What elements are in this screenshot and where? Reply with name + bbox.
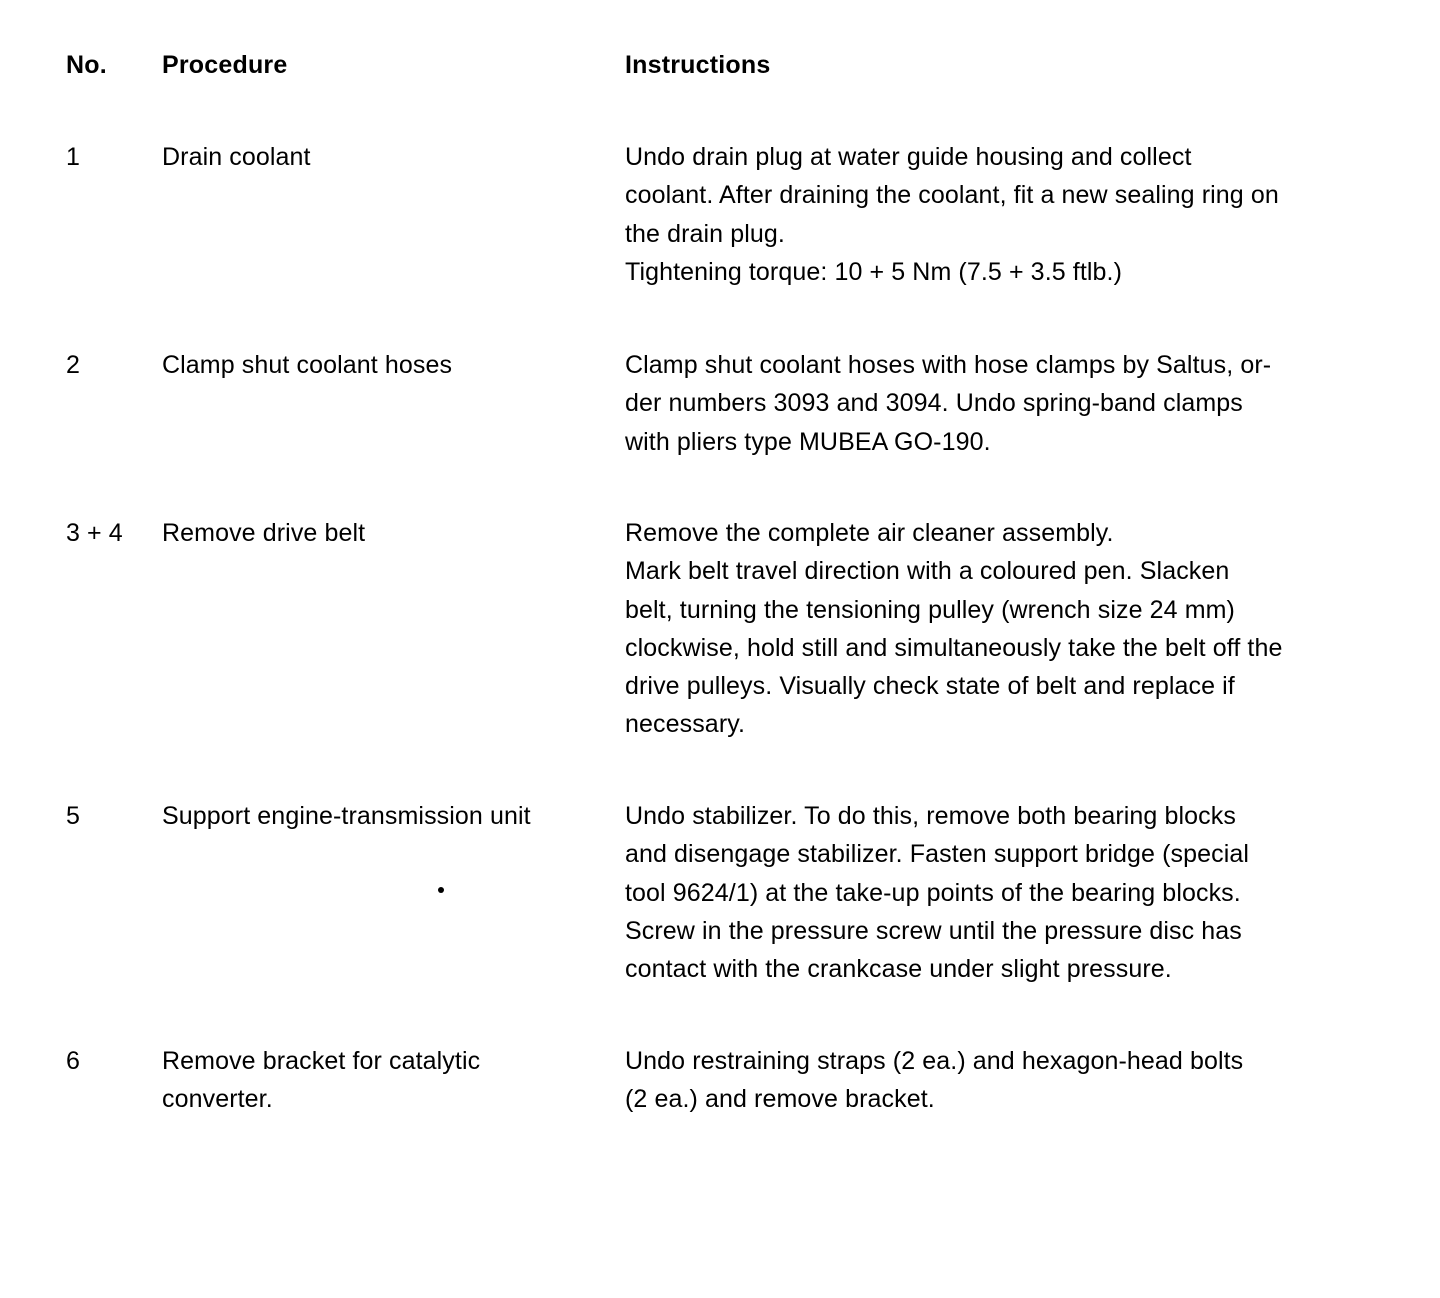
procedure-line: converter. — [162, 1085, 273, 1114]
instruction-line: clockwise, hold still and simultaneously take the belt off the — [625, 633, 1283, 662]
step-procedure — [162, 514, 582, 552]
step-procedure — [162, 1042, 582, 1119]
header-no: No. — [66, 51, 107, 79]
step-procedure — [162, 346, 582, 384]
instruction-line: tool 9624/1) at the take-up points of the bearing blocks. — [625, 878, 1241, 907]
instruction-line: Undo restraining straps (2 ea.) and hexagon-head bolts — [625, 1047, 1244, 1075]
step-procedure — [162, 138, 582, 176]
step-instructions — [625, 346, 1385, 461]
step-number: 1 — [66, 143, 81, 171]
instruction-line: with pliers type MUBEA GO-190. — [625, 427, 991, 456]
step-instructions — [625, 1042, 1385, 1119]
instruction-line: (2 ea.) and remove bracket. — [625, 1085, 935, 1114]
instruction-line: necessary. — [625, 710, 746, 739]
procedure-line: Remove drive belt — [162, 519, 366, 547]
step-procedure — [162, 797, 582, 835]
procedure-line: Clamp shut coolant hoses — [162, 351, 453, 379]
step-instructions — [625, 138, 1385, 291]
procedure-line: Remove bracket for catalytic — [162, 1047, 481, 1075]
procedure-line: Drain coolant — [162, 143, 311, 171]
instruction-line: Clamp shut coolant hoses with hose clamps by Saltus, or- — [625, 351, 1272, 379]
instruction-line: coolant. After draining the coolant, fit a new sealing ring on — [625, 181, 1279, 210]
instruction-line: Tightening torque: 10 + 5 Nm (7.5 + 3.5 ftlb.) — [625, 257, 1123, 286]
procedure-line: Support engine-transmission unit — [162, 802, 531, 830]
instruction-line: the drain plug. — [625, 219, 785, 248]
header-instructions: Instructions — [625, 51, 771, 79]
instruction-line: belt, turning the tensioning pulley (wrench size 24 mm) — [625, 595, 1235, 624]
instruction-line: Remove the complete air cleaner assembly. — [625, 519, 1114, 547]
step-number: 2 — [66, 351, 81, 379]
table-header — [0, 46, 1440, 86]
header-procedure: Procedure — [162, 51, 288, 79]
instruction-line: Screw in the pressure screw until the pressure disc has — [625, 916, 1242, 945]
step-number: 3 + 4 — [66, 519, 123, 547]
instruction-line: and disengage stabilizer. Fasten support bridge (special — [625, 840, 1250, 869]
scan-dot — [438, 887, 444, 893]
instruction-line: Undo stabilizer. To do this, remove both bearing blocks — [625, 802, 1236, 830]
step-number: 6 — [66, 1047, 81, 1075]
instruction-line: Mark belt travel direction with a coloured pen. Slacken — [625, 557, 1230, 586]
step-instructions — [625, 514, 1385, 744]
step-instructions — [625, 797, 1385, 988]
instruction-line: drive pulleys. Visually check state of belt and replace if — [625, 672, 1235, 701]
instruction-line: contact with the crankcase under slight pressure. — [625, 955, 1172, 984]
instruction-line: Undo drain plug at water guide housing and collect — [625, 143, 1192, 171]
instruction-line: der numbers 3093 and 3094. Undo spring-band clamps — [625, 389, 1243, 418]
step-number: 5 — [66, 802, 81, 830]
